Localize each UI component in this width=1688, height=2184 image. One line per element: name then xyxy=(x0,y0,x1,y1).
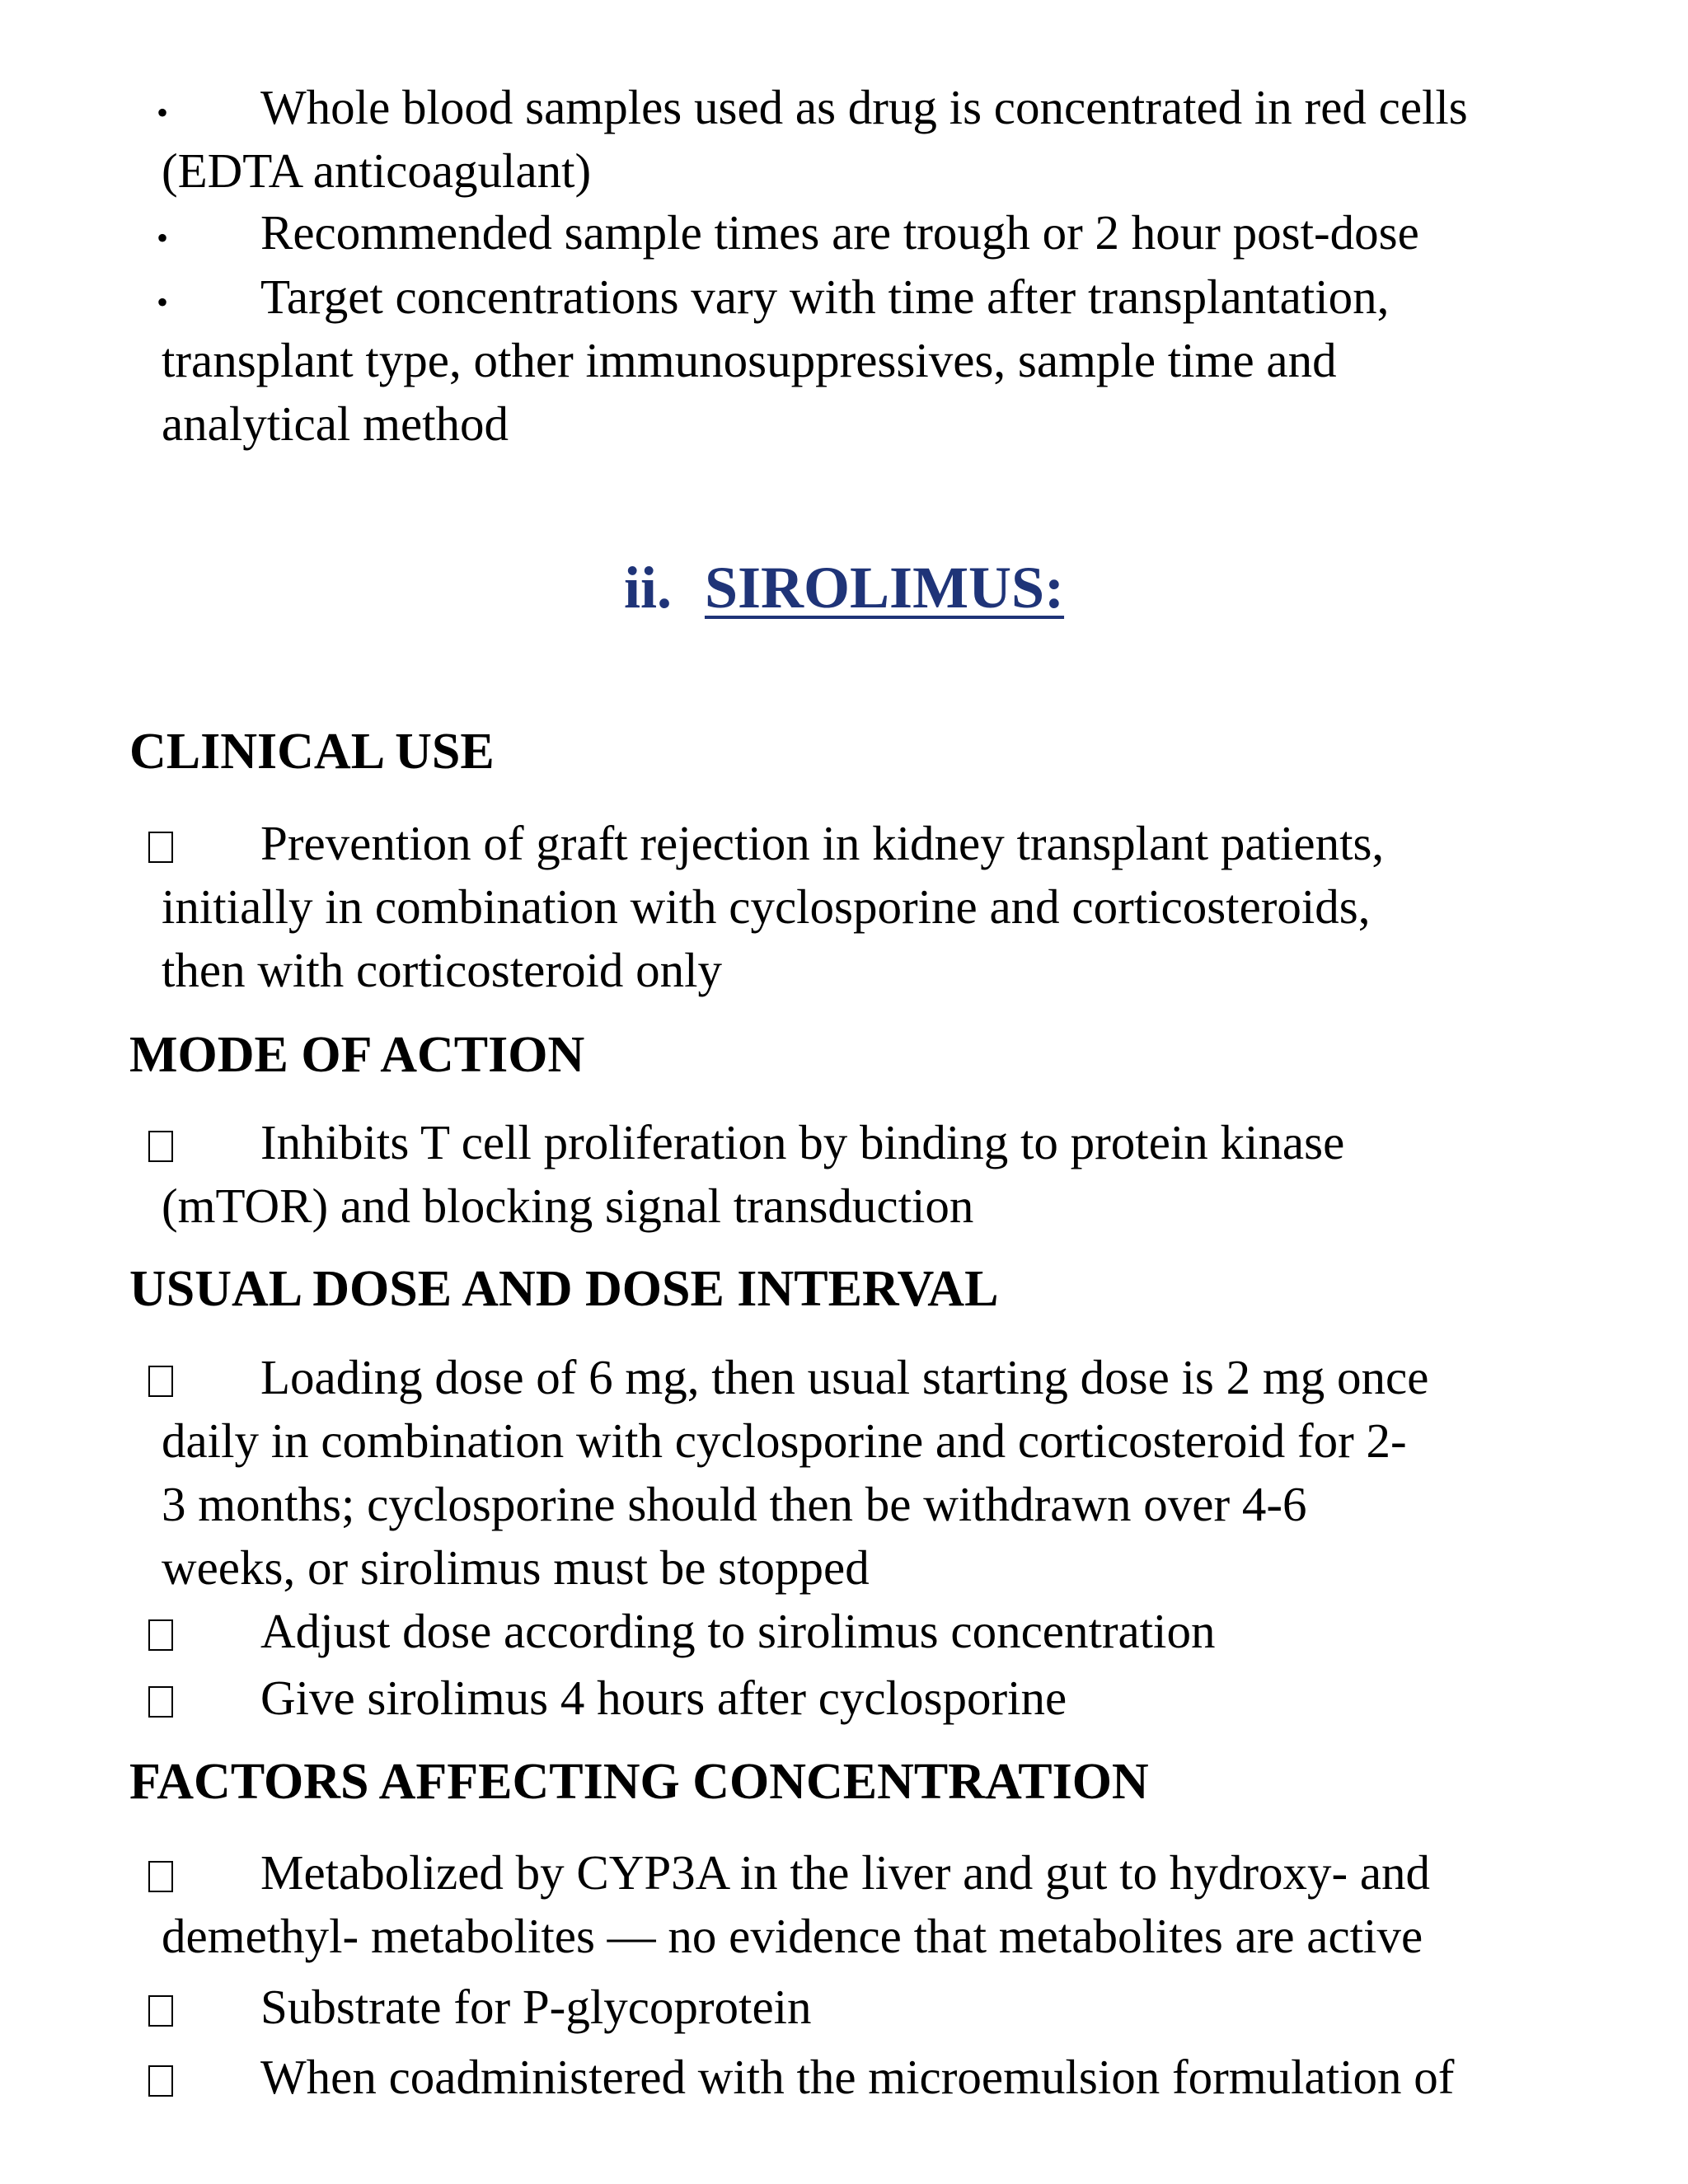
list-item-text: Loading dose of 6 mg, then usual starting dose is 2 mg once xyxy=(260,1350,1429,1404)
list-item xyxy=(162,1975,1637,2039)
checkbox-icon xyxy=(157,1111,264,1174)
heading-factors: FACTORS AFFECTING CONCENTRATION xyxy=(129,1754,1149,1810)
list-item-text: Adjust dose according to sirolimus concentration xyxy=(260,1604,1216,1658)
list-item-text: weeks, or sirolimus must be stopped xyxy=(162,1540,870,1595)
list-item xyxy=(162,1346,1637,1600)
list-item-text: Give sirolimus 4 hours after cyclosporine xyxy=(260,1671,1067,1725)
checkbox-icon xyxy=(157,1666,264,1730)
list-item xyxy=(162,1111,1637,1238)
list-item-text: Inhibits T cell proliferation by binding to protein kinase xyxy=(260,1115,1345,1169)
heading-usual-dose: USUAL DOSE AND DOSE INTERVAL xyxy=(129,1261,999,1317)
list-item-text: then with corticosteroid only xyxy=(162,943,722,997)
list-item-text: 3 months; cyclosporine should then be withdrawn over 4-6 xyxy=(162,1477,1307,1531)
list-item-text: analytical method xyxy=(162,396,509,451)
list-item-text: Substrate for P-glycoprotein xyxy=(260,1980,812,2034)
section-name: SIROLIMUS: xyxy=(704,555,1065,621)
list-item xyxy=(162,2046,1637,2109)
list-item-text: daily in combination with cyclosporine and corticosteroid for 2- xyxy=(162,1413,1407,1468)
list-item-text: transplant type, other immunosuppressives, sample time and xyxy=(162,333,1337,387)
list-item-text: When coadministered with the microemulsion formulation of xyxy=(260,2050,1455,2104)
list-item-text: Target concentrations vary with time after transplantation, xyxy=(260,269,1390,324)
list-item xyxy=(162,1666,1637,1730)
heading-clinical-use: CLINICAL USE xyxy=(129,724,495,780)
list-item-text: Prevention of graft rejection in kidney transplant patients, xyxy=(260,816,1385,870)
list-item xyxy=(162,1600,1637,1663)
checkbox-icon xyxy=(157,1975,264,2039)
list-item-text: (mTOR) and blocking signal transduction xyxy=(162,1179,974,1233)
checkbox-icon xyxy=(157,1841,264,1905)
list-item-text: demethyl- metabolites — no evidence that metabolites are active xyxy=(162,1909,1423,1963)
bullet-icon: • xyxy=(157,94,169,131)
bullet-icon: • xyxy=(157,219,169,256)
heading-mode-of-action: MODE OF ACTION xyxy=(129,1027,585,1083)
section-number: ii. xyxy=(623,555,672,621)
list-item-text: Recommended sample times are trough or 2 hour post-dose xyxy=(260,205,1419,260)
bullet-icon: • xyxy=(157,284,169,321)
list-item-text: (EDTA anticoagulant) xyxy=(162,143,592,198)
list-item-text: initially in combination with cyclosporine and corticosteroids, xyxy=(162,879,1371,934)
list-item xyxy=(162,812,1637,1002)
section-title xyxy=(0,551,1688,625)
checkbox-icon xyxy=(157,1346,264,1409)
list-item xyxy=(162,1841,1637,1968)
list-item-text: Metabolized by CYP3A in the liver and gut to hydroxy- and xyxy=(260,1845,1431,1900)
list-item xyxy=(157,76,1637,203)
checkbox-icon xyxy=(157,812,264,875)
checkbox-icon xyxy=(157,2046,264,2109)
checkbox-icon xyxy=(157,1600,264,1663)
list-item-text: Whole blood samples used as drug is concentrated in red cells xyxy=(260,80,1468,134)
list-item xyxy=(157,265,1637,456)
list-item xyxy=(157,201,1637,265)
